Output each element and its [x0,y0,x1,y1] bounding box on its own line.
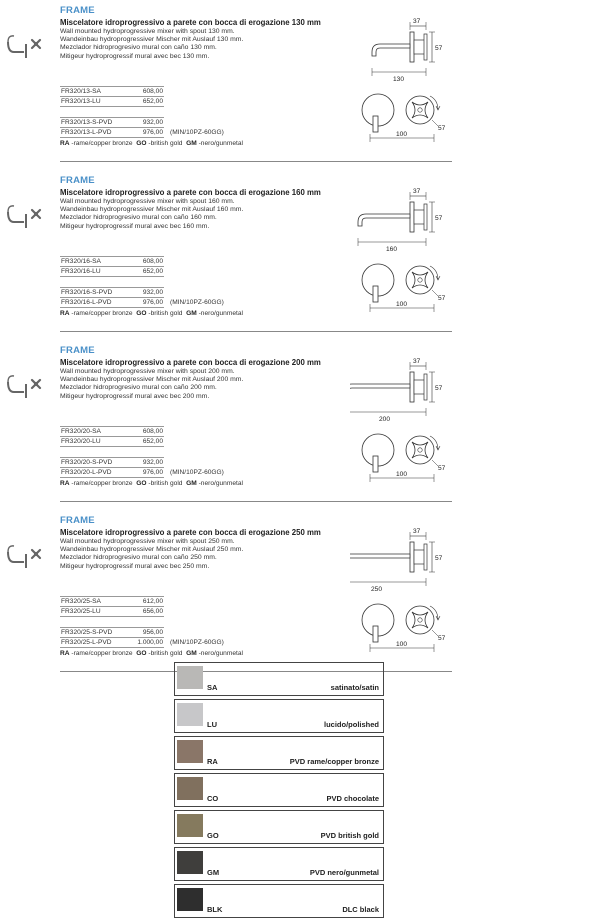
desc-fr: Mitigeur hydroprogressif mural avec bec 250 mm. [60,562,210,570]
finish-name: PVD rame/copper bronze [289,757,379,766]
desc-en: Wall mounted hydroprogressive mixer with spout 200 mm. [60,368,235,375]
min-order-note: (MIN/10PZ-60GG) [170,299,224,306]
table-row: FR320/20-LU 652,00 [61,438,163,445]
min-order-note: (MIN/10PZ-60GG) [170,469,224,476]
product-description [60,368,243,401]
finish-swatch [174,847,384,881]
desc-de: Wandeinbau hydroprogressiver Mischer mit Auslauf 200 mm. [60,376,244,384]
faucet-icon [6,370,50,400]
color-chip [177,888,203,911]
color-chip [177,740,203,763]
faucet-icon [6,200,50,230]
desc-es: Mezclador hidroprogresivo mural con caño 130 mm. [60,44,217,52]
finish-code: SA [207,683,218,692]
price-list [60,86,164,138]
table-row: FR320/16-L-PVD 976,00 [61,299,163,306]
desc-de: Wandeinbau hydroprogressiver Mischer mit Auslauf 250 mm. [60,546,244,554]
finish-name: PVD chocolate [326,794,379,803]
desc-en: Wall mounted hydroprogressive mixer with spout 160 mm. [60,198,235,205]
color-chip [177,666,203,689]
product-title: Miscelatore idroprogressivo a parete con bocca di erogazione 200 mm [60,358,321,367]
dim-angle: 57 [438,465,446,472]
finish-name: DLC black [342,905,379,914]
color-chip [177,851,203,874]
brand-label: FRAME [60,515,95,526]
price-list [60,596,164,648]
section-divider [60,501,452,502]
product-title: Miscelatore idroprogressivo a parete con bocca di erogazione 160 mm [60,188,321,197]
table-row: FR320/20-SA 608,00 [61,428,163,435]
desc-fr: Mitigeur hydroprogressif mural avec bec 130 mm. [60,52,210,60]
finish-code: GO [207,831,219,840]
price-list [60,256,164,308]
color-chip [177,814,203,837]
table-row: FR320/13-L-PVD 976,00 [61,129,163,136]
brand-label: FRAME [60,345,95,356]
section-divider [60,161,452,162]
desc-es: Mezclador hidroprogresivo mural con caño 160 mm. [60,214,217,222]
desc-en: Wall mounted hydroprogressive mixer with spout 130 mm. [60,28,235,35]
product-title: Miscelatore idroprogressivo a parete con bocca di erogazione 250 mm [60,528,321,537]
technical-drawing [350,352,470,502]
technical-drawing [350,12,470,162]
desc-es: Mezclador hidroprogresivo mural con caño 200 mm. [60,384,217,392]
table-row: FR320/20-S-PVD 932,00 [61,459,163,466]
dim-height: 57 [435,215,443,222]
brand-label: FRAME [60,175,95,186]
color-chip [177,703,203,726]
product-section [0,510,600,682]
dim-angle: 57 [438,295,446,302]
table-row: FR320/13-S-PVD 932,00 [61,119,163,126]
dim-spout: 130 [393,76,405,83]
product-section [0,340,600,512]
dim-spout: 160 [386,246,398,253]
finish-code: BLK [207,905,223,914]
section-divider [60,331,452,332]
dim-spout: 250 [371,586,383,593]
finish-swatch [174,662,384,696]
finish-name: lucido/polished [323,720,379,729]
min-order-note: (MIN/10PZ-60GG) [170,129,224,136]
finish-swatch [174,810,384,844]
finish-swatch [174,884,384,918]
dim-height: 57 [435,45,443,52]
finish-legend: RA -rame/copper bronze GO -british gold GM -nero/gunmetal [60,480,243,487]
min-order-note: (MIN/10PZ-60GG) [170,639,224,646]
finish-legend: RA -rame/copper bronze GO -british gold GM -nero/gunmetal [60,140,243,147]
finish-code: RA [207,757,218,766]
table-row: FR320/16-S-PVD 932,00 [61,289,163,296]
finish-swatch [174,736,384,770]
table-row: FR320/25-SA 612,00 [61,598,163,605]
dim-plate: 100 [396,471,408,478]
dim-depth: 37 [413,358,421,365]
price-list [60,426,164,478]
product-description [60,538,243,571]
desc-fr: Mitigeur hydroprogressif mural avec bec 200 mm. [60,392,210,400]
dim-plate: 100 [396,641,408,648]
finish-name: PVD british gold [320,831,379,840]
product-description [60,198,243,231]
dim-plate: 100 [396,131,408,138]
finish-legend: RA -rame/copper bronze GO -british gold GM -nero/gunmetal [60,310,243,317]
dim-depth: 37 [413,18,421,25]
dim-angle: 57 [438,635,446,642]
dim-depth: 37 [413,188,421,195]
product-description [60,28,243,61]
table-row: FR320/25-L-PVD 1.000,00 [61,639,163,646]
desc-de: Wandeinbau hydroprogressiver Mischer mit Auslauf 130 mm. [60,36,244,44]
finish-legend: RA -rame/copper bronze GO -british gold GM -nero/gunmetal [60,650,243,657]
finish-code: CO [207,794,219,803]
finish-swatch [174,773,384,807]
finish-swatch [174,699,384,733]
dim-depth: 37 [413,528,421,535]
table-row: FR320/16-LU 652,00 [61,268,163,275]
faucet-icon [6,30,50,60]
table-row: FR320/13-SA 608,00 [61,88,163,95]
finish-swatches [174,662,384,921]
dim-spout: 200 [379,416,391,423]
desc-en: Wall mounted hydroprogressive mixer with spout 250 mm. [60,538,235,545]
desc-es: Mezclador hidroprogresivo mural con caño 250 mm. [60,554,217,562]
product-section [0,170,600,342]
table-row: FR320/25-S-PVD 956,00 [61,629,163,636]
table-row: FR320/16-SA 608,00 [61,258,163,265]
finish-code: LU [207,720,217,729]
finish-name: PVD nero/gunmetal [309,868,379,877]
product-section [0,0,600,172]
dim-plate: 100 [396,301,408,308]
dim-angle: 57 [438,125,446,132]
finish-code: GM [207,868,220,877]
desc-fr: Mitigeur hydroprogressif mural avec bec 160 mm. [60,222,210,230]
brand-label: FRAME [60,5,95,16]
product-title: Miscelatore idroprogressivo a parete con bocca di erogazione 130 mm [60,18,321,27]
finish-name: satinato/satin [330,683,379,692]
table-row: FR320/20-L-PVD 976,00 [61,469,163,476]
faucet-icon [6,540,50,570]
color-chip [177,777,203,800]
table-row: FR320/25-LU 656,00 [61,608,163,615]
dim-height: 57 [435,385,443,392]
desc-de: Wandeinbau hydroprogressiver Mischer mit Auslauf 160 mm. [60,206,244,214]
dim-height: 57 [435,555,443,562]
table-row: FR320/13-LU 652,00 [61,98,163,105]
technical-drawing [350,522,470,672]
technical-drawing [350,182,470,332]
